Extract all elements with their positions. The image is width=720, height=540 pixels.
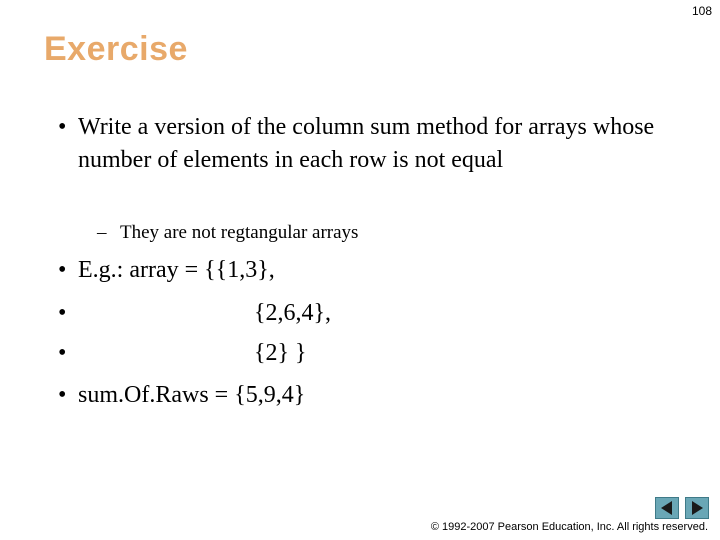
bullet-marker: • [58, 114, 67, 140]
triangle-left-icon [656, 498, 678, 518]
bullet-text-3: {2,6,4}, [254, 300, 332, 326]
page-number: 108 [691, 4, 712, 18]
bullet-marker: • [58, 257, 67, 283]
copyright-notice: © 1992-2007 Pearson Education, Inc. All rights reserved. [430, 521, 708, 533]
slide-title: Exercise [44, 30, 188, 68]
next-slide-button[interactable] [685, 497, 709, 519]
bullet-text-2: E.g.: array = {{1,3}, [78, 257, 275, 283]
triangle-right-icon [686, 498, 708, 518]
bullet-marker: • [58, 340, 67, 366]
bullet-marker: • [58, 382, 67, 408]
bullet-text-4: {2} } [254, 340, 307, 366]
previous-slide-button[interactable] [655, 497, 679, 519]
bullet-text-5: sum.Of.Raws = {5,9,4} [78, 382, 306, 408]
sub-bullet-text: They are not regtangular arrays [120, 222, 359, 243]
bullet-text-1: Write a version of the column sum method for arrays whose number of elements in each row is not equal [78, 114, 655, 173]
bullet-marker: • [58, 300, 67, 326]
sub-bullet-marker: – [97, 222, 107, 243]
